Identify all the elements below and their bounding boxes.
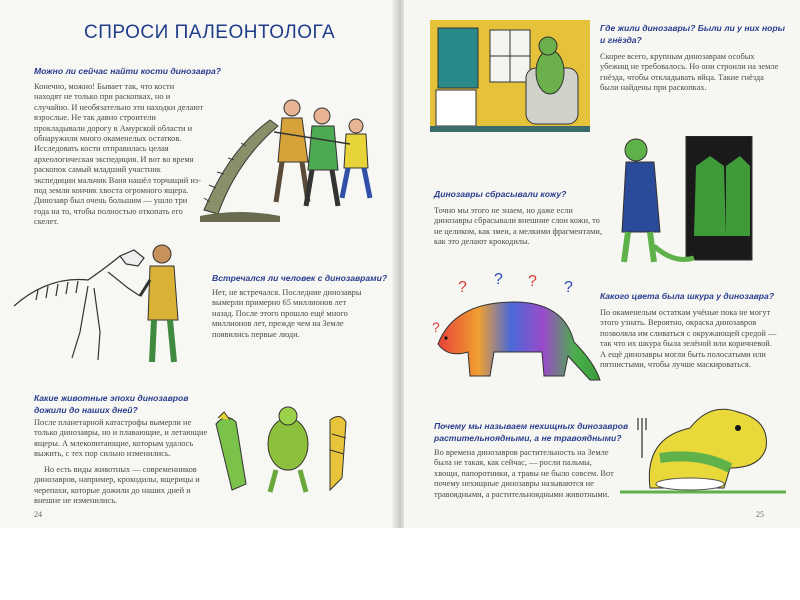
question-2: Встречался ли человек с динозаврами?: [212, 273, 388, 283]
answer-3: После планетарной катастрофы вымерли не только динозавры, но и плавающие, и летающие ящеры. А млекопитающие, которым удалось выжить, с тех пор сильно изменились.: [34, 418, 208, 459]
people-pulling-tail-illustration: [200, 92, 390, 222]
page-number-right: 25: [756, 510, 764, 519]
question-4: Где жили динозавры? Были ли у них норы и гнёзда?: [600, 23, 785, 45]
dinosaur-wardrobe-illustration: [614, 136, 774, 274]
left-page: [0, 0, 396, 528]
rainbow-dinosaur-illustration: [424, 272, 604, 388]
reptiles-dancing-illustration: [206, 404, 362, 498]
svg-text:?: ?: [528, 273, 537, 290]
question-7: Почему мы называем нехищных динозавров растительноядными, а не травоядными?: [434, 421, 629, 443]
question-3: Какие животные эпохи динозавров дожили до наших дней?: [34, 393, 189, 415]
answer-1: Конечно, можно! Бывает так, что кости находят не только при раскопках, но и случайно. И необязательно эти находки делают взрослые. Не так давно строители прокладывали дорогу в Амурской области и обнаружили много окаменелых остатков. Исследовать кости отправилась целая археологическая экспедиция. И вот во время раскопок самый младший участник экспедиции мальчик Ваня нашёл торчащий из-под земли кончик хвоста огромного ящера. Динозавр был очень большим — ушло три года на то, чтобы полностью откопать его скелет.: [34, 82, 204, 227]
man-with-dinosaur-skeleton-illustration: [8, 236, 198, 372]
svg-text:?: ?: [432, 319, 440, 335]
page-title: СПРОСИ ПАЛЕОНТОЛОГА: [84, 22, 336, 43]
page-number-left: 24: [34, 510, 42, 519]
answer-6: По окаменелым остаткам учёные пока не могут этого узнать. Вероятно, окраска динозавров позволяла им сливаться с окружающей средой — так что их шкура была зелёной или коричневой. А ещё динозавры могли быть полосатыми или пятнистыми, чтобы лучше маскироваться.: [600, 308, 777, 370]
question-6: Какого цвета была шкура у динозавра?: [600, 291, 775, 301]
answer-2: Нет, не встречался. Последние динозавры вымерли примерно 65 миллионов лет назад. После этого прошло ещё много миллионов лет, прежде чем на Земле появились первые люди.: [212, 288, 362, 339]
question-1: Можно ли сейчас найти кости динозавра?: [34, 66, 221, 76]
dinosaur-home-illustration: [430, 20, 590, 138]
svg-text:?: ?: [564, 279, 573, 296]
answer-5: Точно мы этого не знаем, но даже если динозавры сбрасывали внешние слои кожи, то не целиком, как змеи, а мелкими фрагментами, как это делают крокодилы.: [434, 206, 602, 247]
question-5: Динозавры сбрасывали кожу?: [434, 189, 567, 199]
answer-7: Во времена динозавров растительность на Земле была не такая, как сейчас, — росли пальмы, хвощи, папоротники, а травы не было совсем. Вот почему нехищные динозавры называются не травоядными, а растительноядными животными.: [434, 448, 614, 499]
svg-text:?: ?: [494, 272, 503, 288]
right-page: [404, 0, 800, 528]
svg-text:?: ?: [458, 279, 467, 296]
dinosaur-dinner-illustration: [620, 398, 786, 500]
answer-4: Скорее всего, крупным динозаврам особых убежищ не требовалось. Но они строили на земле гнёзда, чтобы откладывать яйца. Такие гнёзда были найдены при раскопках.: [600, 52, 779, 93]
answer-3-continued: Но есть виды животных — современников динозавров, например, крокодилы, ящерицы и черепахи, которые дожили до наших дней и внешне не изменились.: [34, 465, 200, 506]
